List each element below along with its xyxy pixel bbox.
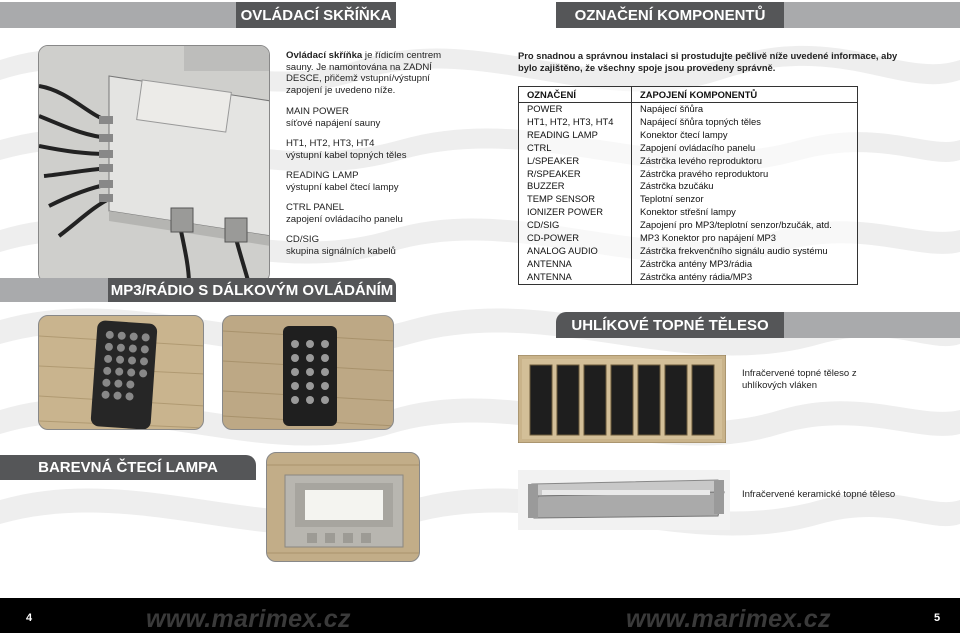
carbon-heater-caption: Infračervené topné těleso z uhlíkových vláken: [742, 368, 857, 391]
table-row: [519, 168, 858, 181]
table-cell-desc: Zástrčka bzučáku: [640, 180, 714, 192]
heater-header-accent: [784, 312, 960, 338]
components-table-header: ZAPOJENÍ KOMPONENTŮ: [632, 87, 858, 103]
table-cell-label: READING LAMP: [519, 129, 632, 142]
connection-item: [286, 170, 446, 193]
table-cell-label: CD/SIG: [519, 219, 632, 232]
table-cell-desc: Zástrčka frekvenčního signálu audio systému: [640, 244, 828, 256]
section-header-control-box: [236, 2, 396, 28]
control-box-description: [286, 50, 446, 266]
connection-item-title: CTRL PANEL: [286, 202, 345, 213]
table-cell-label: CD-POWER: [519, 232, 632, 245]
ceramic-heater-caption: Infračervené keramické topné těleso: [742, 489, 896, 500]
reading-lamp-photo: [266, 452, 420, 562]
components-table: [518, 86, 858, 285]
remote-photo-1: [38, 315, 204, 430]
section-header-reading-lamp: [0, 455, 256, 480]
control-box-intro-bold: Ovládací skříňka: [286, 50, 363, 61]
table-row: [519, 103, 858, 116]
page-footer: [0, 598, 960, 633]
section-header-heater: [556, 312, 784, 338]
table-cell-label: HT1, HT2, HT3, HT4: [519, 116, 632, 129]
table-cell-desc: Konektor čtecí lampy: [640, 128, 728, 140]
table-row: [519, 206, 858, 219]
table-cell-label: R/SPEAKER: [519, 168, 632, 181]
reading-lamp-illustration: [267, 453, 420, 562]
table-cell-label: CTRL: [519, 142, 632, 155]
connection-item-title: HT1, HT2, HT3, HT4: [286, 138, 375, 149]
table-cell-desc: Zapojení ovládacího panelu: [640, 141, 756, 153]
table-cell-desc: Zapojení pro MP3/teplotní senzor/bzučák, atd.: [640, 219, 832, 231]
mp3-header-accent: [0, 278, 108, 302]
connection-item-title: MAIN POWER: [286, 106, 349, 117]
footer-url-right[interactable]: www.marimex.cz: [626, 605, 831, 633]
control-box-intro-text: je řídicím centrem sauny. Je namontována na ZADNÍ DESCE, přičemž vstupní/výstupní zapojení je uvedeno níže.: [286, 50, 442, 96]
ceramic-heater-image: [518, 470, 730, 530]
connection-item: [286, 234, 446, 257]
table-cell-desc: Napájecí šňůra: [640, 103, 704, 114]
section-header-mp3-label: MP3/RÁDIO S DÁLKOVÝM OVLÁDÁNÍM: [110, 281, 394, 299]
table-row: [519, 193, 858, 206]
table-cell-label: TEMP SENSOR: [519, 193, 632, 206]
header-accent-right: [784, 2, 960, 28]
table-row: [519, 116, 858, 129]
connection-item-desc: zapojení ovládacího panelu: [286, 213, 403, 225]
table-cell-label: ANTENNA: [519, 271, 632, 284]
page-number-right: 5: [934, 612, 941, 624]
connection-item-desc: síťové napájení sauny: [286, 117, 381, 129]
connection-item-desc: skupina signálních kabelů: [286, 245, 396, 257]
connection-item: [286, 138, 446, 161]
table-row: [519, 245, 858, 258]
control-box-illustration: [39, 46, 270, 283]
header-accent-left: [0, 2, 236, 28]
control-box-photo: [38, 45, 270, 283]
components-intro: Pro snadnou a správnou instalaci si prostudujte pečlivě níže uvedené informace, aby bylo zajištěno, že všechny spoje jsou provedeny správně.: [518, 50, 898, 73]
carbon-heater-image: [518, 355, 726, 443]
components-table-header: OZNAČENÍ: [519, 87, 632, 103]
table-cell-desc: Napájecí šňůra topných těles: [640, 115, 761, 127]
table-cell-label: BUZZER: [519, 180, 632, 193]
connection-item-desc: výstupní kabel čtecí lampy: [286, 181, 399, 193]
footer-url-left[interactable]: www.marimex.cz: [146, 605, 351, 633]
connection-item-desc: výstupní kabel topných těles: [286, 149, 407, 161]
ceramic-heater-illustration: [518, 470, 730, 530]
section-header-components-label: OZNAČENÍ KOMPONENTŮ: [574, 6, 766, 24]
table-row: [519, 271, 858, 284]
table-cell-desc: Teplotní senzor: [640, 193, 704, 205]
section-header-reading-lamp-label: BAREVNÁ ČTECÍ LAMPA: [38, 459, 218, 476]
table-cell-label: ANTENNA: [519, 258, 632, 271]
table-row: [519, 180, 858, 193]
table-row: [519, 129, 858, 142]
connection-item: [286, 202, 446, 225]
table-cell-desc: Konektor střešní lampy: [640, 206, 736, 218]
table-cell-label: POWER: [519, 103, 632, 116]
section-header-mp3: [108, 278, 396, 302]
table-row: [519, 155, 858, 168]
table-row: [519, 258, 858, 271]
table-cell-desc: MP3 Konektor pro napájení MP3: [640, 232, 777, 244]
connection-item: [286, 106, 446, 129]
table-cell-label: L/SPEAKER: [519, 155, 632, 168]
connection-item-title: READING LAMP: [286, 170, 359, 181]
table-cell-label: ANALOG AUDIO: [519, 245, 632, 258]
table-cell-label: IONIZER POWER: [519, 206, 632, 219]
control-box-intro: [286, 50, 446, 96]
section-header-control-box-label: OVLÁDACÍ SKŘÍŇKA: [240, 6, 392, 24]
table-cell-desc: Zástrčka pravého reproduktoru: [640, 167, 769, 179]
carbon-heater-illustration: [518, 355, 726, 443]
table-row: [519, 232, 858, 245]
connection-item-title: CD/SIG: [286, 234, 320, 245]
remote-illustration-1: [39, 316, 204, 430]
section-header-heater-label: UHLÍKOVÉ TOPNÉ TĚLESO: [571, 316, 769, 334]
table-row: [519, 142, 858, 155]
remote-illustration-2: [223, 316, 394, 430]
table-cell-desc: Zástrčka levého reproduktoru: [640, 154, 762, 166]
section-header-components: [556, 2, 784, 28]
table-cell-desc: Zástrčka antény rádia/MP3: [632, 271, 858, 284]
remote-photo-2: [222, 315, 394, 430]
table-cell-desc: Zástrčka antény MP3/rádia: [640, 257, 753, 269]
table-row: [519, 219, 858, 232]
page-number-left: 4: [26, 612, 33, 624]
components-table-header-row: [519, 87, 858, 103]
